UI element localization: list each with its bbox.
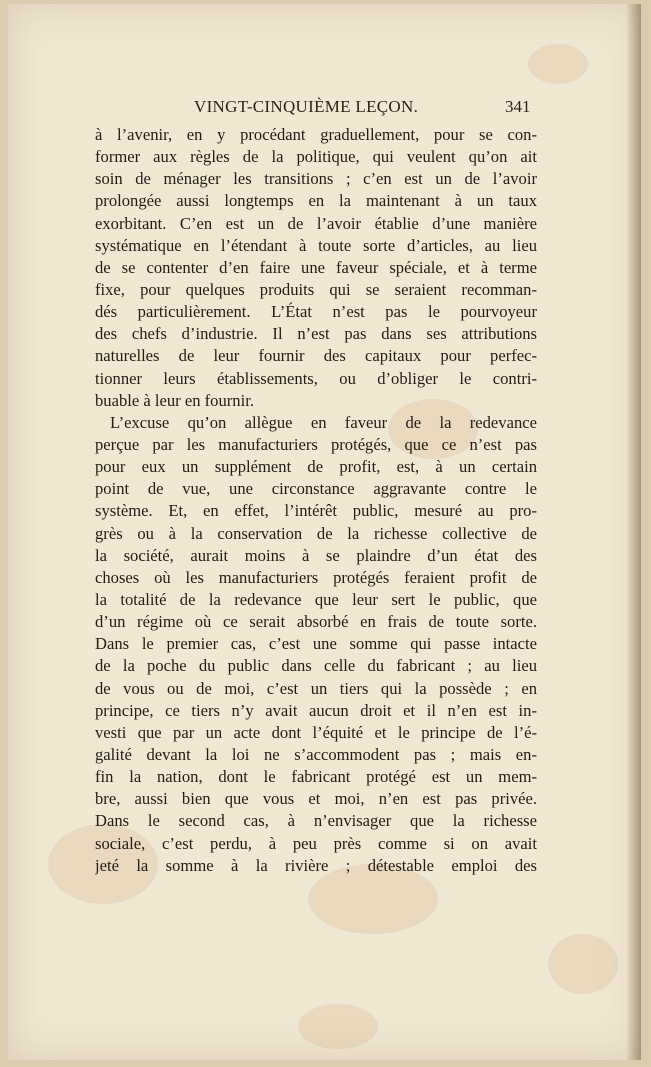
text-line: vesti que par un acte dont l’équité et le principe de l’é- (95, 722, 537, 742)
text-line: L’excuse qu’on allègue en faveur de la redevance (110, 412, 537, 432)
running-header (8, 97, 641, 121)
text-line: jeté la somme à la rivière ; détestable emploi des (95, 855, 537, 875)
paragraph (95, 124, 537, 412)
text-line: de la poche du public dans celle du fabricant ; au lieu (95, 656, 537, 676)
text-line: prolongée aussi longtemps en la maintenant à un taux (95, 191, 537, 211)
text-line: à l’avenir, en y procédant graduellement, pour se con- (95, 125, 537, 144)
text-line: grès ou à la conservation de la richesse collective de (95, 523, 537, 543)
text-line: bre, aussi bien que vous et moi, n’en est pas privée. (95, 789, 537, 809)
text-line: des chefs d’industrie. Il n’est pas dans ses attributions (95, 324, 537, 344)
text-line: la société, aurait moins à se plaindre d’un état des (95, 545, 537, 565)
text-line: fin la nation, dont le fabricant protégé est un mem- (95, 767, 537, 787)
foxing-stain (528, 44, 588, 84)
body-text (95, 124, 537, 877)
text-line: de vous ou de moi, c’est un tiers qui la possède ; en (95, 678, 537, 698)
text-line: la totalité de la redevance que leur sert le public, que (95, 589, 537, 609)
text-line: pour eux un supplément de profit, est, à un certain (95, 457, 537, 477)
text-line: Dans le premier cas, c’est une somme qui passe intacte (95, 634, 537, 654)
text-line: naturelles de leur fournir des capitaux pour perfec- (95, 346, 537, 366)
foxing-stain (298, 1004, 378, 1049)
text-line: exorbitant. C’en est un de l’avoir établie d’une manière (95, 213, 537, 233)
text-line: système. Et, en effet, l’intérêt public, mesuré au pro- (95, 501, 537, 521)
text-line: sociale, c’est perdu, à peu près comme si on avait (95, 833, 537, 853)
running-title: VINGT-CINQUIÈME LEÇON. (194, 97, 419, 116)
paragraph (95, 412, 537, 877)
text-line: tionner leurs établissements, ou d’obliger le contri- (95, 368, 537, 388)
text-line: fixe, pour quelques produits qui se seraient recomman- (95, 279, 537, 299)
text-line: soin de ménager les transitions ; c’en est un de l’avoir (95, 169, 537, 189)
text-line: systématique en l’étendant à toute sorte d’articles, au lieu (95, 235, 537, 255)
text-line: perçue par les manufacturiers protégés, que ce n’est pas (95, 434, 537, 454)
page-number: 341 (505, 97, 531, 116)
text-line: de se contenter d’en faire une faveur spéciale, et à terme (95, 257, 537, 277)
text-line: choses où les manufacturiers protégés feraient profit de (95, 567, 537, 587)
text-line: former aux règles de la politique, qui veulent qu’on ait (95, 147, 537, 167)
text-line: galité devant la loi ne s’accommodent pas ; mais en- (95, 744, 537, 764)
text-line: d’un régime où ce serait absorbé en frais de toute sorte. (95, 612, 537, 632)
text-line: dés particulièrement. L’État n’est pas le pourvoyeur (95, 302, 537, 322)
page-binding-shadow (627, 4, 641, 1060)
text-line: principe, ce tiers n’y avait aucun droit et il n’en est in- (95, 700, 537, 720)
text-line: Dans le second cas, à n’envisager que la richesse (95, 811, 537, 831)
text-line: buable à leur en fournir. (95, 390, 254, 410)
text-line: point de vue, une circonstance aggravante contre le (95, 479, 537, 499)
book-page (8, 4, 641, 1060)
foxing-stain (548, 934, 618, 994)
